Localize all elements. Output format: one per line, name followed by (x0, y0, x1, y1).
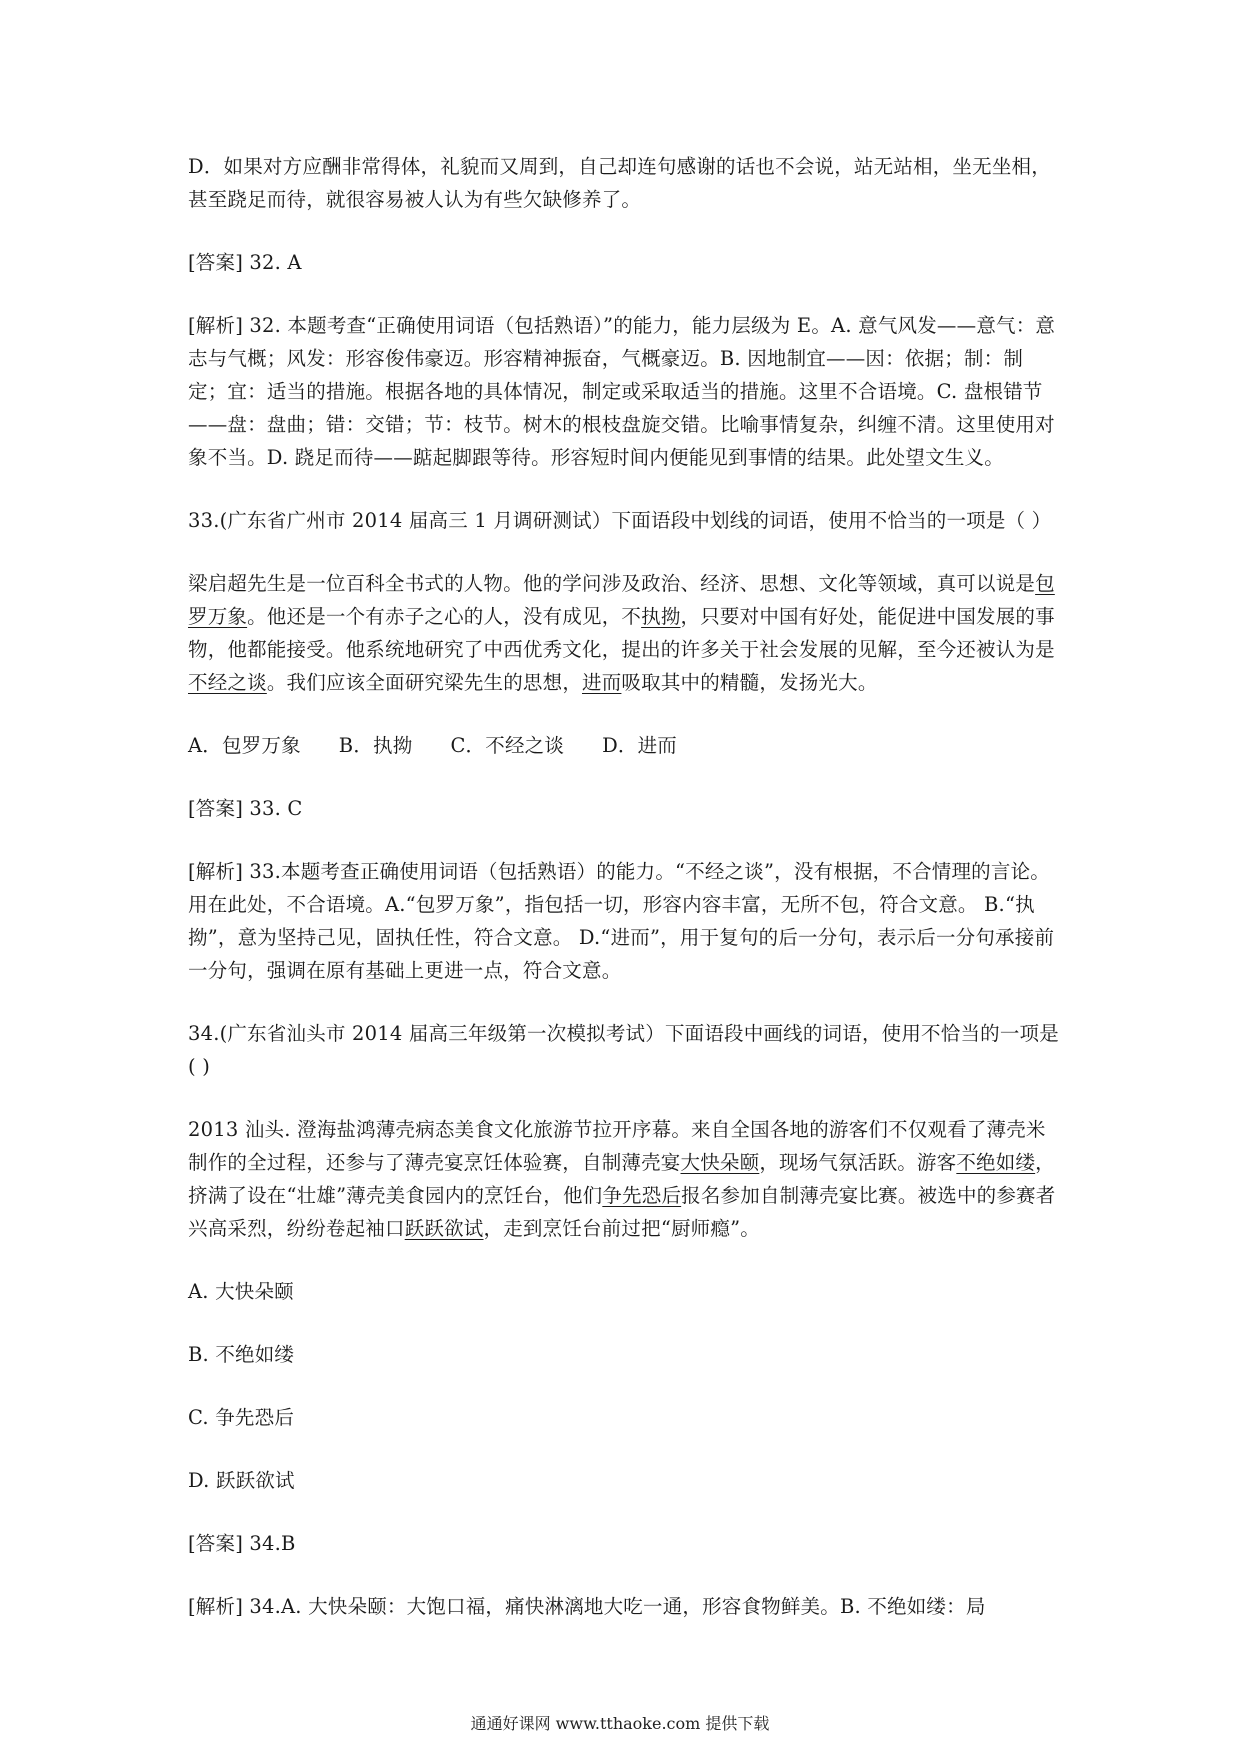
option-b: B．执拗 (338, 734, 413, 757)
explanation-34 (188, 1590, 1060, 1623)
explanation-33 (188, 855, 1060, 987)
option-b: B. 不绝如缕 (188, 1343, 295, 1366)
answer-value: 32. A (243, 251, 302, 274)
option-a: A. 大快朵颐 (188, 1280, 294, 1303)
underlined-word: 包罗万象 (188, 572, 1055, 628)
answer-33 (188, 792, 1060, 825)
explanation-text: 32. 本题考查“正确使用词语（包括熟语）”的能力，能力层级为 E。A. 意气风发——意气：意志与气概；风发：形容俊伟豪迈。形容精神振奋，气概豪迈。B. 因地制宜——因：依据；制：制定；宜：适当的措施。根据各地的具体情况，制定或采取适当的措施。这里不合语境。C. 盘根错节——盘：盘曲；错：交错；节：枝节。树木的根枝盘旋交错。比喻事情复杂，纠缠不清。这里使用对象不当。D. 跷足而待——踮起脚跟等待。形容短时间内便能见到事情的结果。此处望文生义。 (188, 314, 1056, 469)
question-33-passage (188, 567, 1060, 699)
option-d: D．进而 (602, 734, 677, 757)
option-a: A．包罗万象 (188, 734, 301, 757)
underlined-word: 跃跃欲试 (404, 1217, 484, 1240)
question-33-stem: 33.(广东省广州市 2014 届高三 1 月调研测试）下面语段中划线的词语，使用不恰当的一项是（ ） (188, 509, 1052, 532)
answer-value: 33. C (243, 797, 303, 820)
answer-label: [答案] (188, 1532, 244, 1555)
passage-text: 2013 汕头. 澄海盐鸿薄壳病态美食文化旅游节拉开序幕。来自全国各地的游客们不仅观看了薄壳米制作的全过程，还参与了薄壳宴烹饪体验赛，自制薄壳宴 (188, 1118, 1046, 1174)
option-c: C．不经之谈 (450, 734, 565, 757)
answer-34 (188, 1527, 1060, 1560)
passage-text: 报名参加自制薄壳宴比赛。被选中的参赛者兴高采烈，纷纷卷起袖口 (188, 1184, 1056, 1240)
option-d: D. 跃跃欲试 (188, 1469, 295, 1492)
passage-text: 吸取其中的精髓，发扬光大。 (621, 671, 878, 694)
passage-text: 。我们应该全面研究梁先生的思想， (266, 671, 583, 694)
explanation-label: [解析] (188, 314, 244, 337)
underlined-word: 进而 (582, 671, 622, 694)
option-c: C. 争先恐后 (188, 1406, 295, 1429)
answer-32 (188, 246, 1060, 279)
underlined-word: 执拗 (641, 605, 681, 628)
option-d-q31: D．如果对方应酬非常得体，礼貌而又周到，自己却连句感谢的话也不会说，站无站相，坐无坐相，甚至跷足而待，就很容易被人认为有些欠缺修养了。 (188, 155, 1051, 211)
passage-text: 。他还是一个有赤子之心的人，没有成见，不 (247, 605, 642, 628)
passage-text: ，只要对中国有好处，能促进中国发展的事物，他都能接受。他系统地研究了中西优秀文化，提出的许多关于社会发展的见解，至今还被认为是 (188, 605, 1055, 661)
answer-value: 34.B (243, 1532, 296, 1555)
underlined-word: 大快朵颐 (680, 1151, 760, 1174)
passage-text: 梁启超先生是一位百科全书式的人物。他的学问涉及政治、经济、思想、文化等领域，真可以说是 (188, 572, 1036, 595)
page-footer: 通通好课网 www.tthaoke.com 提供下载 (470, 1714, 770, 1733)
underlined-word: 争先恐后 (602, 1184, 682, 1207)
passage-text: ，现场气氛活跃。游客 (759, 1151, 957, 1174)
answer-label: [答案] (188, 251, 244, 274)
explanation-label: [解析] (188, 1595, 244, 1618)
explanation-32 (188, 309, 1060, 474)
explanation-text: 33.本题考查正确使用词语（包括熟语）的能力。“不经之谈”，没有根据，不合情理的言论。用在此处，不合语境。A.“包罗万象”，指包括一切，形容内容丰富，无所不包，符合文意。 B.“执拗”，意为坚持己见，固执任性，符合文意。 D.“进而”，用于复句的后一分句，表示后一分句承接前一分句，强调在原有基础上更进一点，符合文意。 (188, 860, 1055, 982)
passage-text: ，走到烹饪台前过把“厨师瘾”。 (483, 1217, 760, 1240)
question-34-passage (188, 1113, 1060, 1245)
explanation-text: 34.A. 大快朵颐：大饱口福，痛快淋漓地大吃一通，形容食物鲜美。B. 不绝如缕：局 (243, 1595, 986, 1618)
underlined-word: 不经之谈 (188, 671, 267, 694)
document-body (188, 150, 1060, 1653)
passage-text: ，挤满了设在“壮雄”薄壳美食园内的烹饪台，他们 (188, 1151, 1055, 1207)
question-34-stem: 34.(广东省汕头市 2014 届高三年级第一次模拟考试）下面语段中画线的词语，使用不恰当的一项是( ) (188, 1022, 1059, 1078)
underlined-word: 不绝如缕 (956, 1151, 1036, 1174)
explanation-label: [解析] (188, 860, 244, 883)
answer-label: [答案] (188, 797, 244, 820)
question-33-options (188, 729, 1060, 762)
